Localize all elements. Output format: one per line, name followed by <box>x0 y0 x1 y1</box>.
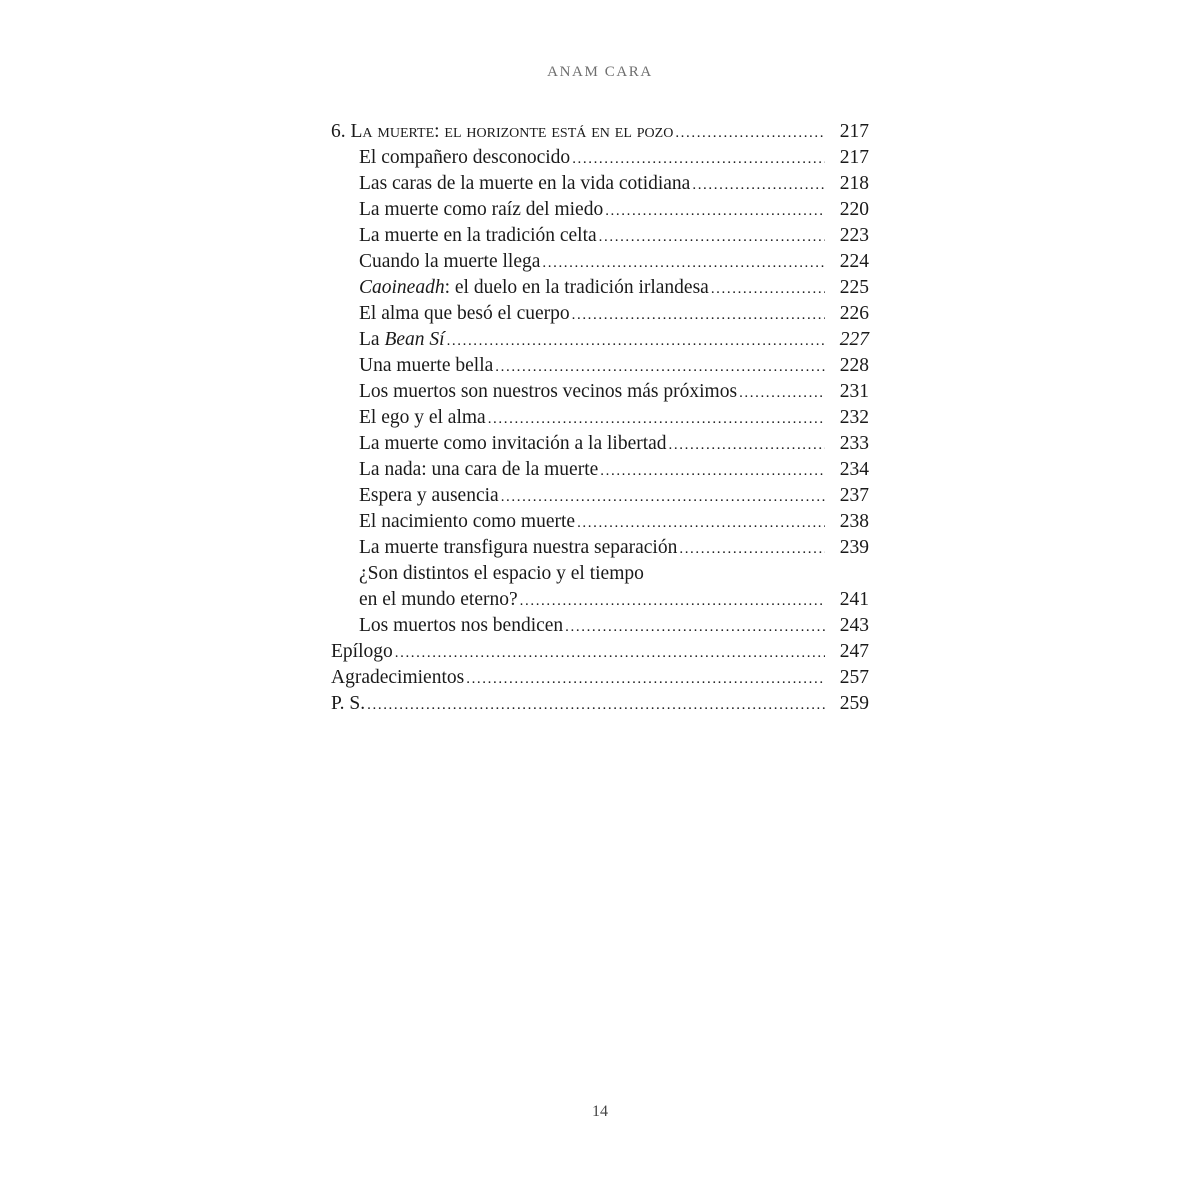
toc-entry-line2 <box>331 587 869 613</box>
entry-title-italic: Bean Sí <box>384 329 445 350</box>
toc-entry <box>331 275 869 301</box>
entry-title-text: : el duelo en la tradición irlandesa <box>444 277 709 298</box>
dot-leader <box>572 146 825 172</box>
toc-entry <box>331 249 869 275</box>
dot-leader <box>488 406 825 432</box>
entry-title-text: La <box>359 329 385 350</box>
dot-leader <box>669 432 825 458</box>
toc-entry <box>331 353 869 379</box>
dot-leader <box>679 536 825 562</box>
entry-title-italic: Caoineadh <box>359 277 445 298</box>
chapter-title-text: a muerte: el horizonte está en el pozo <box>362 121 674 142</box>
page-number: 217 <box>839 121 869 142</box>
entry-title: La nada: una cara de la muerte <box>359 459 599 480</box>
dot-leader <box>599 224 825 250</box>
entry-title: Los muertos nos bendicen <box>359 615 564 636</box>
entry-title: Cuando la muerte llega <box>359 251 541 272</box>
page-number: 226 <box>839 303 869 324</box>
page-number: 247 <box>839 641 869 662</box>
page-number: 238 <box>839 511 869 532</box>
page-number: 232 <box>839 407 869 428</box>
toc-back-matter-acknowledgements <box>331 665 869 691</box>
chapter-number: 6. <box>331 121 346 142</box>
dot-leader <box>711 276 825 302</box>
toc-entry <box>331 483 869 509</box>
toc-entry <box>331 171 869 197</box>
dot-leader <box>565 614 825 640</box>
page-number: 224 <box>839 251 869 272</box>
toc-entry <box>331 535 869 561</box>
dot-leader <box>605 198 825 224</box>
toc-entry <box>331 457 869 483</box>
dot-leader <box>542 250 825 276</box>
toc-entry <box>331 145 869 171</box>
toc-entry <box>331 431 869 457</box>
entry-title: ¿Son distintos el espacio y el tiempo <box>359 563 644 584</box>
entry-title: Los muertos son nuestros vecinos más próximos <box>359 381 738 402</box>
entry-title: La muerte en la tradición celta <box>359 225 597 246</box>
dot-leader <box>495 354 825 380</box>
page-number: 237 <box>839 485 869 506</box>
page-folio: 14 <box>592 1103 608 1120</box>
dot-leader <box>600 458 825 484</box>
dot-leader <box>501 484 825 510</box>
entry-title: en el mundo eterno? <box>359 589 518 610</box>
page-number: 239 <box>839 537 869 558</box>
entry-title: El alma que besó el cuerpo <box>359 303 570 324</box>
entry-title: La muerte como raíz del miedo <box>359 199 604 220</box>
page-number: 257 <box>839 667 869 688</box>
toc-entry <box>331 405 869 431</box>
entry-title: El ego y el alma <box>359 407 486 428</box>
dot-leader <box>675 120 825 146</box>
entry-title: Las caras de la muerte en la vida cotidiana <box>359 173 691 194</box>
page-number: 228 <box>839 355 869 376</box>
page-number: 223 <box>839 225 869 246</box>
chapter-title-initial: L <box>350 121 363 142</box>
page-number: 218 <box>839 173 869 194</box>
toc-back-matter-epilogue <box>331 639 869 665</box>
toc-entry <box>331 327 869 353</box>
page-number: 231 <box>839 381 869 402</box>
toc-chapter-heading <box>331 119 869 145</box>
toc-entry <box>331 509 869 535</box>
entry-title: P. S. <box>331 693 366 714</box>
toc-entry <box>331 197 869 223</box>
toc-back-matter-ps <box>331 691 869 717</box>
dot-leader <box>395 640 825 666</box>
page-number: 225 <box>839 277 869 298</box>
entry-title: La muerte como invitación a la libertad <box>359 433 667 454</box>
dot-leader <box>739 380 825 406</box>
dot-leader <box>447 328 825 354</box>
entry-title: El nacimiento como muerte <box>359 511 576 532</box>
entry-title: El compañero desconocido <box>359 147 571 168</box>
dot-leader <box>520 588 825 614</box>
toc-entry <box>331 379 869 405</box>
page-number: 259 <box>839 693 869 714</box>
toc-entry <box>331 301 869 327</box>
entry-title: La muerte transfigura nuestra separación <box>359 537 678 558</box>
page-number: 217 <box>839 147 869 168</box>
toc-entry <box>331 223 869 249</box>
toc-entry-line1 <box>331 561 869 587</box>
toc-entry <box>331 613 869 639</box>
page-number: 227 <box>839 329 869 350</box>
entry-title: Agradecimientos <box>331 667 465 688</box>
dot-leader <box>692 172 825 198</box>
page-number: 241 <box>839 589 869 610</box>
page-number: 233 <box>839 433 869 454</box>
dot-leader <box>367 692 825 718</box>
page-number: 234 <box>839 459 869 480</box>
chapter-title <box>331 119 673 145</box>
entry-title: Espera y ausencia <box>359 485 499 506</box>
running-head: ANAM CARA <box>547 64 653 80</box>
page-number: 220 <box>839 199 869 220</box>
dot-leader <box>466 666 825 692</box>
entry-title: Una muerte bella <box>359 355 494 376</box>
page-number: 243 <box>839 615 869 636</box>
entry-title: Epílogo <box>331 641 393 662</box>
entry-title <box>359 327 445 353</box>
table-of-contents <box>331 119 869 717</box>
dot-leader <box>572 302 825 328</box>
dot-leader <box>577 510 825 536</box>
entry-title <box>359 275 709 301</box>
